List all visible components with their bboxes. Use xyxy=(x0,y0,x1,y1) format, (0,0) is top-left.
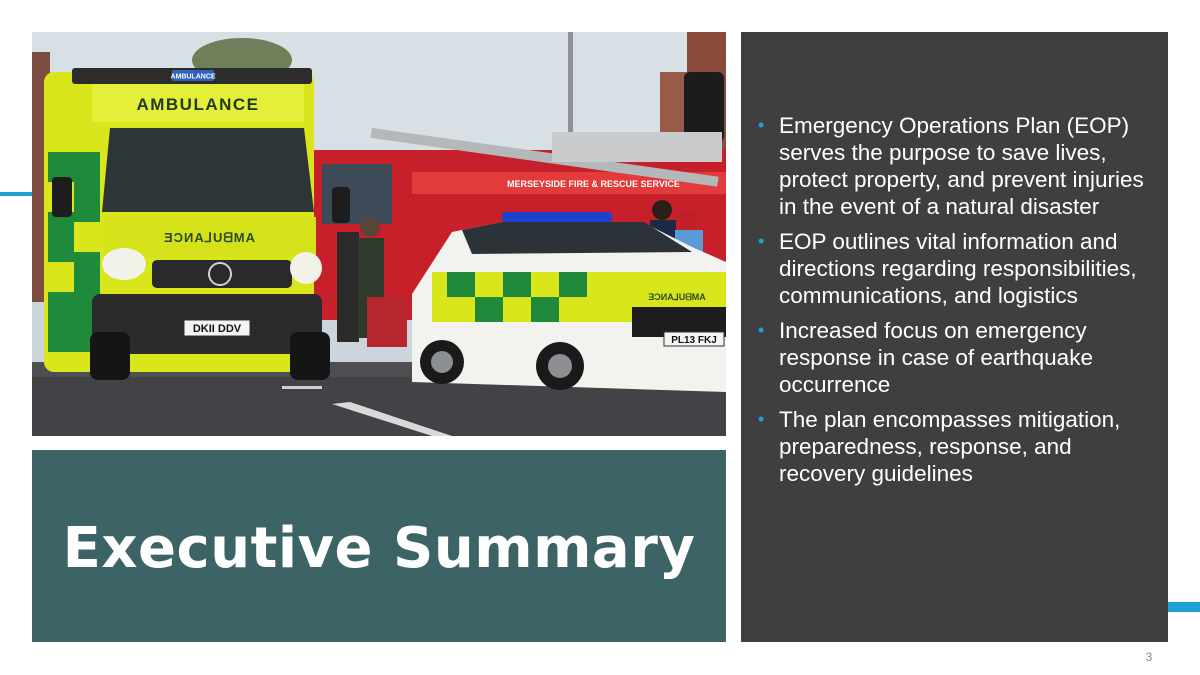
ambulance-header-lettering: AMBULANCE xyxy=(136,95,260,114)
title-panel xyxy=(32,450,726,642)
bullet-item xyxy=(758,317,1154,398)
bullet-item xyxy=(758,406,1154,487)
bullet-dot-icon: • xyxy=(758,231,765,251)
ambulance-roof-lettering: AMBULANCE xyxy=(170,73,216,81)
bullet-list xyxy=(758,112,1154,495)
bullet-panel xyxy=(741,32,1168,642)
fire-truck-lettering: MERSEYSIDE FIRE & RESCUE SERVICE xyxy=(507,179,680,189)
ambulance-mirror-lettering: ƎƆИA⅃UᗺMA xyxy=(163,230,257,245)
car-hood-lettering: ƎƆИA⅃UᗺMA xyxy=(648,292,706,302)
bullet-text: Increased focus on emergency response in case of earthquake occurrence xyxy=(779,318,1093,397)
bullet-text: Emergency Operations Plan (EOP) serves the purpose to save lives, protect property, and prevent injuries in the event of a natural disaster xyxy=(779,113,1144,219)
page-number: 3 xyxy=(1145,650,1153,664)
bullet-item xyxy=(758,228,1154,309)
car-plate: PL13 FKJ xyxy=(671,335,717,346)
bullet-dot-icon: • xyxy=(758,409,765,429)
bullet-dot-icon: • xyxy=(758,320,765,340)
accent-bar-right xyxy=(1168,602,1200,612)
bullet-dot-icon: • xyxy=(758,115,765,135)
bullet-text: EOP outlines vital information and directions regarding responsibilities, communications, and logistics xyxy=(779,229,1137,308)
bullet-text: The plan encompasses mitigation, preparedness, response, and recovery guidelines xyxy=(779,407,1121,486)
accent-bar-left xyxy=(0,192,36,196)
emergency-vehicles-photo xyxy=(32,32,726,436)
slide-title: Executive Summary xyxy=(62,515,696,581)
bullet-item xyxy=(758,112,1154,220)
ambulance-plate: DKII DDV xyxy=(192,323,242,335)
